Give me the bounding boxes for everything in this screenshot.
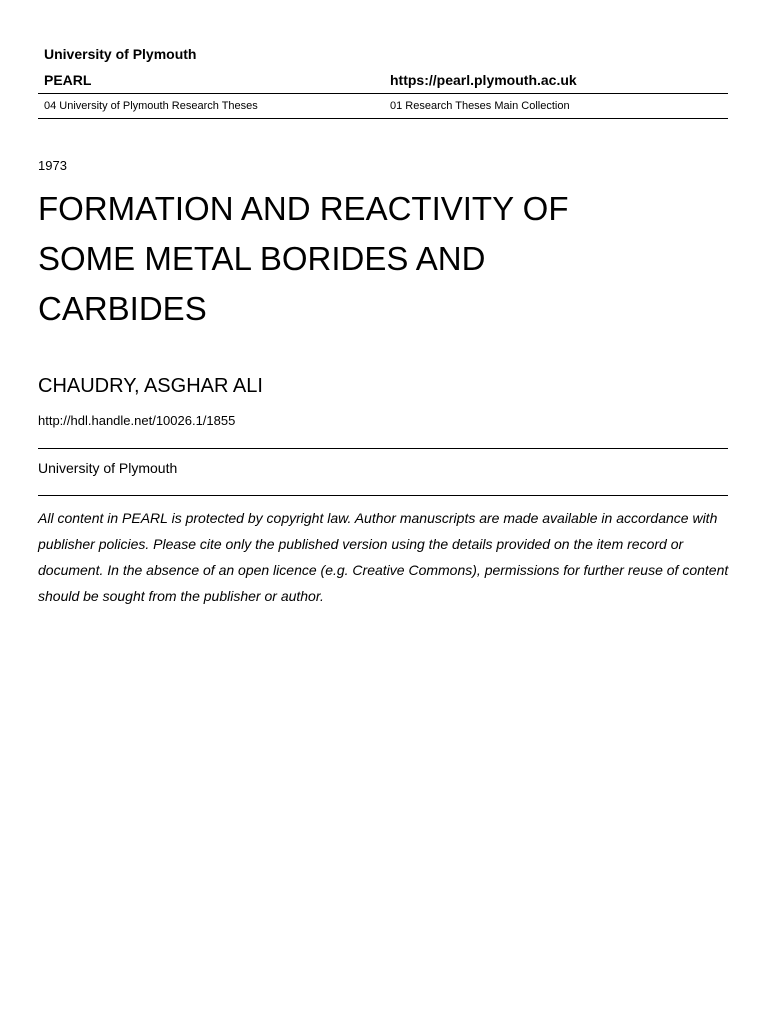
collection-theses[interactable]: 04 University of Plymouth Research Theses xyxy=(44,100,258,112)
collection-main[interactable]: 01 Research Theses Main Collection xyxy=(390,100,570,112)
publication-year: 1973 xyxy=(38,158,67,173)
publisher-name: University of Plymouth xyxy=(38,460,178,476)
copyright-notice: All content in PEARL is protected by copyright law. Author manuscripts are made available in accordance with publisher policies. Please cite only the published version using the details provided on the item record or document. In the absence of an open licence (e.g. Creative Commons), permissions for further reuse of content should be sought from the publisher or author. xyxy=(38,510,729,604)
repository-header xyxy=(44,72,728,93)
handle-link[interactable]: http://hdl.handle.net/10026.1/1855 xyxy=(38,413,236,428)
repository-name: PEARL xyxy=(44,72,92,88)
header-divider xyxy=(38,93,728,94)
publisher-bottom-divider xyxy=(38,495,728,496)
institution-name: University of Plymouth xyxy=(44,46,197,62)
collection-divider xyxy=(38,118,728,119)
author-name: CHAUDRY, ASGHAR ALI xyxy=(38,375,263,397)
repository-url-link[interactable]: https://pearl.plymouth.ac.uk xyxy=(390,72,577,88)
publisher-top-divider xyxy=(38,448,728,449)
thesis-title: FORMATION AND REACTIVITY OF SOME METAL BORIDES AND CARBIDES xyxy=(38,190,569,327)
